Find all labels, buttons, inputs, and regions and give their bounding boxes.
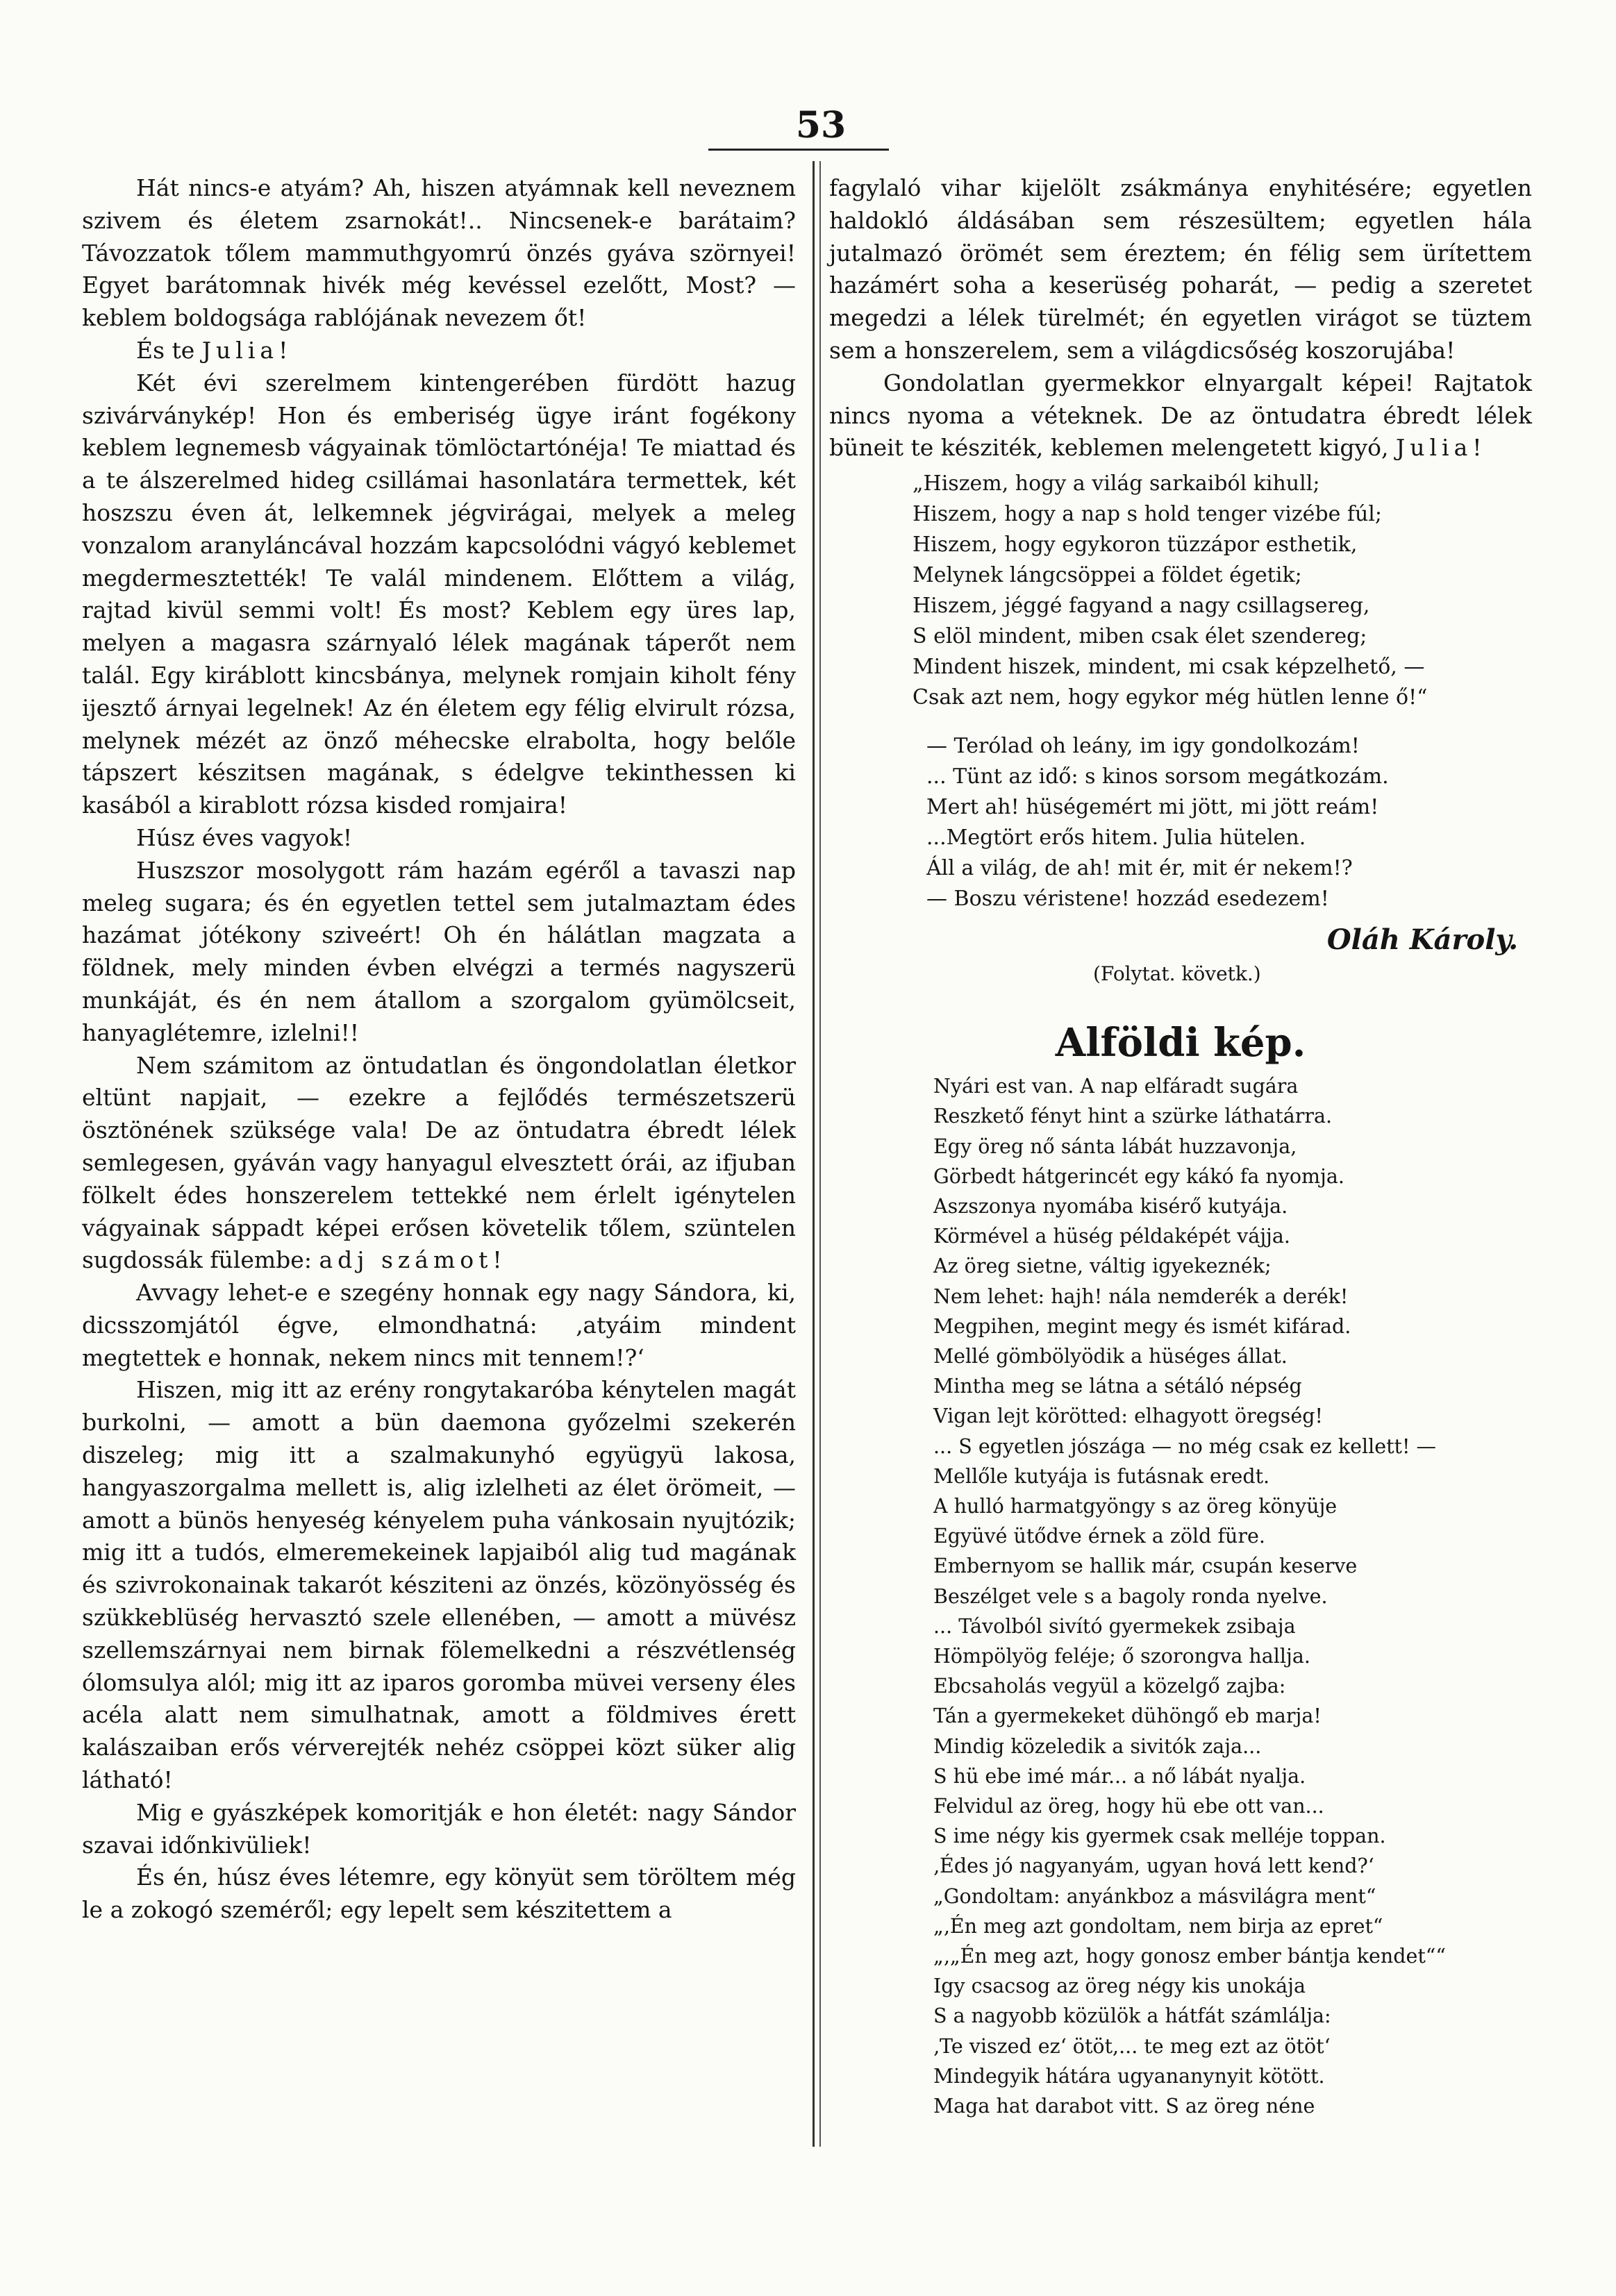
paragraph: Mig e gyászképek komoritják e hon életét: nagy Sándor szavai időnkivüliek! (82, 1798, 796, 1859)
poem-line: Mindig közeledik a sivitók zaja... (933, 1734, 1262, 1758)
poem-line: — Terólad oh leány, im igy gondolkozám! (926, 734, 1360, 759)
right-column (829, 172, 1532, 2121)
poem-line: Megpihen, megint megy és ismét kifárad. (933, 1314, 1351, 1338)
poem-line: Beszélget vele s a bagoly ronda nyelve. (933, 1584, 1328, 1608)
poem-line: Áll a világ, de ah! mit ér, mit ér nekem!? (926, 856, 1353, 881)
poem-line: Az öreg sietne, váltig igyekeznék; (933, 1255, 1272, 1278)
adj-szamot: adj számot! (319, 1246, 507, 1274)
poem-title: Alföldi kép. (1055, 1020, 1306, 1066)
es-te-text: És te (136, 336, 195, 364)
poem-line: Hiszem, hogy egykoron tüzzápor esthetik, (913, 533, 1358, 558)
poem-line: Nyári est van. A nap elfáradt sugára (933, 1075, 1299, 1098)
poem-line: — Boszu véristene! hozzád esedezem! (926, 887, 1329, 912)
poem-line: ... S egyetlen jószága — no még csak ez kellett! — (933, 1434, 1436, 1458)
poem-line: S elöl mindent, miben csak élet szendereg; (913, 624, 1367, 649)
julia-name: Julia (201, 336, 279, 364)
poem-line: Embernyom se hallik már, csupán keserve (933, 1555, 1358, 1578)
poem-line: Mellé gömbölyödik a hüséges állat. (933, 1345, 1288, 1368)
paragraph-husz-eves: Húsz éves vagyok! (136, 823, 353, 851)
poem-line: ... Tünt az idő: s kinos sorsom megátkozám. (926, 764, 1389, 789)
exclaim: ! (278, 336, 288, 364)
poem-line: S hü ebe imé már... a nő lábát nyalja. (933, 1764, 1306, 1788)
poem-line: Aszszonya nyomába kisérő kutyája. (933, 1194, 1288, 1218)
poem-line: Hömpölyög feléje; ő szorongva hallja. (933, 1645, 1310, 1668)
poem-line: Mintha meg se látna a sétáló népség (933, 1375, 1302, 1398)
paragraph: Hiszen, mig itt az erény rongytakaróba kénytelen magát burkolni, — amott a bün daemona győzelmi szekerén diszeleg; mig itt a szalmakunyhó együgyü lakosa, hangyaszorgalma mellett is, alig izlelheti az élet örömeit, — amott a bünös henyeség kényelem puha vánkosain nyujtózik; mig itt a tudós, elmeremekeinek lapjaiból alig tud magának és szivrokonainak takarót késziteni az önzés, közönyösség és szükkeblüség hervasztó szele ellenében, — amott a müvész szellemszárnyai nem birnak fölemelkedni a részvétlenség ólomsulya alól; mig itt az iparos goromba müvei verseny éles acéla alatt nem simulhatnak, amott a földmives érett kalászaiban erős vérverejték nehéz csöppei közt süker alig látható! (82, 1376, 796, 1794)
poem-line: S ime négy kis gyermek csak melléje toppan. (933, 1825, 1386, 1848)
header-rule (708, 149, 889, 151)
poem-line: Ebcsaholás vegyül a közelgő zajba: (933, 1675, 1286, 1698)
poem-line: Hiszem, hogy a nap s hold tenger vizébe fúl; (913, 502, 1383, 527)
poem-line: „‚Én meg azt gondoltam, nem birja az epret“ (933, 1914, 1383, 1938)
poem-line: Hiszem, jéggé fagyand a nagy csillagsereg, (913, 594, 1370, 619)
poem-line: „Gondoltam: anyánkboz a másvilágra ment“ (933, 1884, 1376, 1908)
page-number: 53 (795, 104, 847, 146)
poem-line: Egy öreg nő sánta lábát huzzavonja, (933, 1134, 1297, 1158)
poem-line: Mellőle kutyája is futásnak eredt. (933, 1464, 1270, 1488)
paragraph: Hát nincs-e atyám? Ah, hiszen atyámnak kell neveznem szivem és életem zsarnokát!.. Nincsenek-e barátaim? Távozzatok tőlem mammuthgyomrú önzés gyáva szörnyei! Egyet barátomnak hivék még kevéssel ezelőtt, Most? — keblem boldogsága rablójának nevezem őt! (82, 174, 796, 332)
poem-line: A hulló harmatgyöngy s az öreg könyüje (933, 1495, 1338, 1518)
poem-line: Mindegyik hátára ugyananynyit kötött. (933, 2064, 1325, 2088)
julia-name: Julia (1396, 434, 1473, 462)
author-signature: Oláh Károly. (1326, 923, 1518, 957)
poem-line: Görbedt hátgerincét egy kákó fa nyomja. (933, 1164, 1344, 1188)
continuation-note: (Folytat. követk.) (1093, 962, 1261, 986)
poem-line: Melynek lángcsöppei a földet égetik; (913, 563, 1302, 588)
poem-line: S a nagyobb közülök a hátfát számlálja: (933, 2004, 1331, 2028)
paragraph: fagylaló vihar kijelölt zsákmánya enyhitésére; egyetlen haldokló áldásában sem részesültem; egyetlen hála jutalmazó örömét sem éreztem; én félig sem ürítettem hazámért soha a keserüség poharát, — pedig a szeretet megedzi a lélek türelmét; én egyetlen virágot se tüztem sem a honszerelem, sem a világdicsőség koszorujába! (829, 174, 1532, 364)
paragraph-es-te-julia (82, 335, 796, 367)
poem-line: Vigan lejt körötted: elhagyott öregség! (933, 1405, 1323, 1428)
column-divider (813, 161, 815, 2147)
paragraph-text: Nem számitom az öntudatlan és öngondolatlan életkor eltünt napjait, — ezekre a fejlődés természetszerü ösztönének szüksége vala! De az öntudatra ébredt lélek semlegesen, gyáván vagy hanyagul elvesztett órái, az ifjuban fölkelt édes honszerelem tettekké nem érlelt igénytelen vágyainak sáppadt képei erősen követelik tőlem, szüntelen sugdossák fülembe: (82, 1051, 796, 1274)
exclaim: ! (1472, 434, 1482, 462)
column-divider-inner (819, 161, 821, 2147)
paragraph: Két évi szerelmem kintengerében fürdött hazug szivárványkép! Hon és emberiség ügye iránt fogékony keblem legnemesb vágyainak tömlöctartónéja! Te miattad és a te álszerelmed hideg csillámai hasonlatára termettek, két hoszszu éven át, lelkemnek jégvirágai, melyek a meleg vonzalom aranyláncával hozzám kapcsolódni vágyó keblemet megdermesztették! Te valál mindenem. Előttem a világ, rajtad kivül semmi volt! És most? Keblem egy üres lap, melyen a magasra szárnyaló lélek magának táperőt nem talál. Egy kiráblott kincsbánya, melynek romjain kiholt fény ijesztő árnyai legelnek! Az én életem egy félig elvirult rózsa, melynek mézét az önző méhecske elrabolta, hogy belőle tápszert készitsen magának, s édelgve tekinthessen ki kasából a kirablott rózsa kisded romjaira! (82, 369, 796, 819)
paragraph-gondolatlan (829, 367, 1532, 464)
poem-line: Mindent hiszek, mindent, mi csak képzelhető, — (913, 655, 1425, 680)
poem-alfoldi-kep (829, 1071, 1532, 2121)
paragraph-text: Gondolatlan gyermekkor elnyargalt képei! Rajtatok nincs nyoma a véteknek. De az öntudatra ébredt lélek büneit te késziték, keblemen melengetett kigyó, (829, 369, 1532, 462)
poem-line: ...Megtört erős hitem. Julia hütelen. (926, 826, 1306, 850)
poem-line: Maga hat darabot vitt. S az öreg néne (933, 2095, 1315, 2118)
poem-line: Együvé ütődve érnek a zöld füre. (933, 1525, 1265, 1548)
poem-line: Körmével a hüség példaképét vájja. (933, 1225, 1290, 1248)
poem-line: Reszkető fényt hint a szürke láthatárra. (933, 1105, 1333, 1128)
paragraph: Huszszor mosolygott rám hazám egéről a tavaszi nap meleg sugara; és én egyetlen tettel sem jutalmaztam édes hazámat jótékony sziveért! Oh én hálátlan magzata a földnek, mely minden évben elvégzi a termés nagyszerü munkáját, és én nem átallom a szorgalom gyümölcseit, hanyaglétemre, izlelni!! (82, 856, 796, 1046)
left-column (82, 172, 796, 1927)
poem-line: ... Távolból sivító gyermekek zsibaja (933, 1614, 1296, 1638)
poem-line: Igy csacsog az öreg négy kis unokája (933, 1975, 1306, 1998)
paragraph-szamot (82, 1050, 796, 1277)
poem-terolad (829, 731, 1532, 914)
poem-line: „Hiszem, hogy a világ sarkaiból kihull; (913, 471, 1320, 496)
poem-line: Nem lehet: hajh! nála nemderék a derék! (933, 1284, 1349, 1308)
paragraph: Avvagy lehet-e e szegény honnak egy nagy Sándora, ki, dicsszomjától égve, elmondhatná: ‚atyáim mindent megtettek e honnak, nekem nincs mit tennem!?‘ (82, 1279, 796, 1371)
poem-line: „‚„Én meg azt, hogy gonosz ember bántja kendet““ (933, 1945, 1446, 1968)
poem-line: Csak azt nem, hogy egykor még hütlen lenne ő!“ (913, 685, 1428, 710)
poem-line: ‚Te viszed ez‘ ötöt,... te meg ezt az ötöt‘ (933, 2034, 1331, 2058)
paragraph: És én, húsz éves létemre, egy könyüt sem töröltem még le a zokogó szeméről; egy lepelt sem készitettem a (82, 1863, 796, 1924)
poem-hiszem (829, 469, 1532, 713)
poem-line: Mert ah! hüségemért mi jött, mi jött reám! (926, 795, 1379, 820)
poem-line: ‚Édes jó nagyanyám, ugyan hová lett kend?‘ (933, 1854, 1374, 1878)
poem-line: Tán a gyermekeket dühöngő eb marja! (933, 1704, 1322, 1728)
poem-line: Felvidul az öreg, hogy hü ebe ott van... (933, 1795, 1324, 1818)
